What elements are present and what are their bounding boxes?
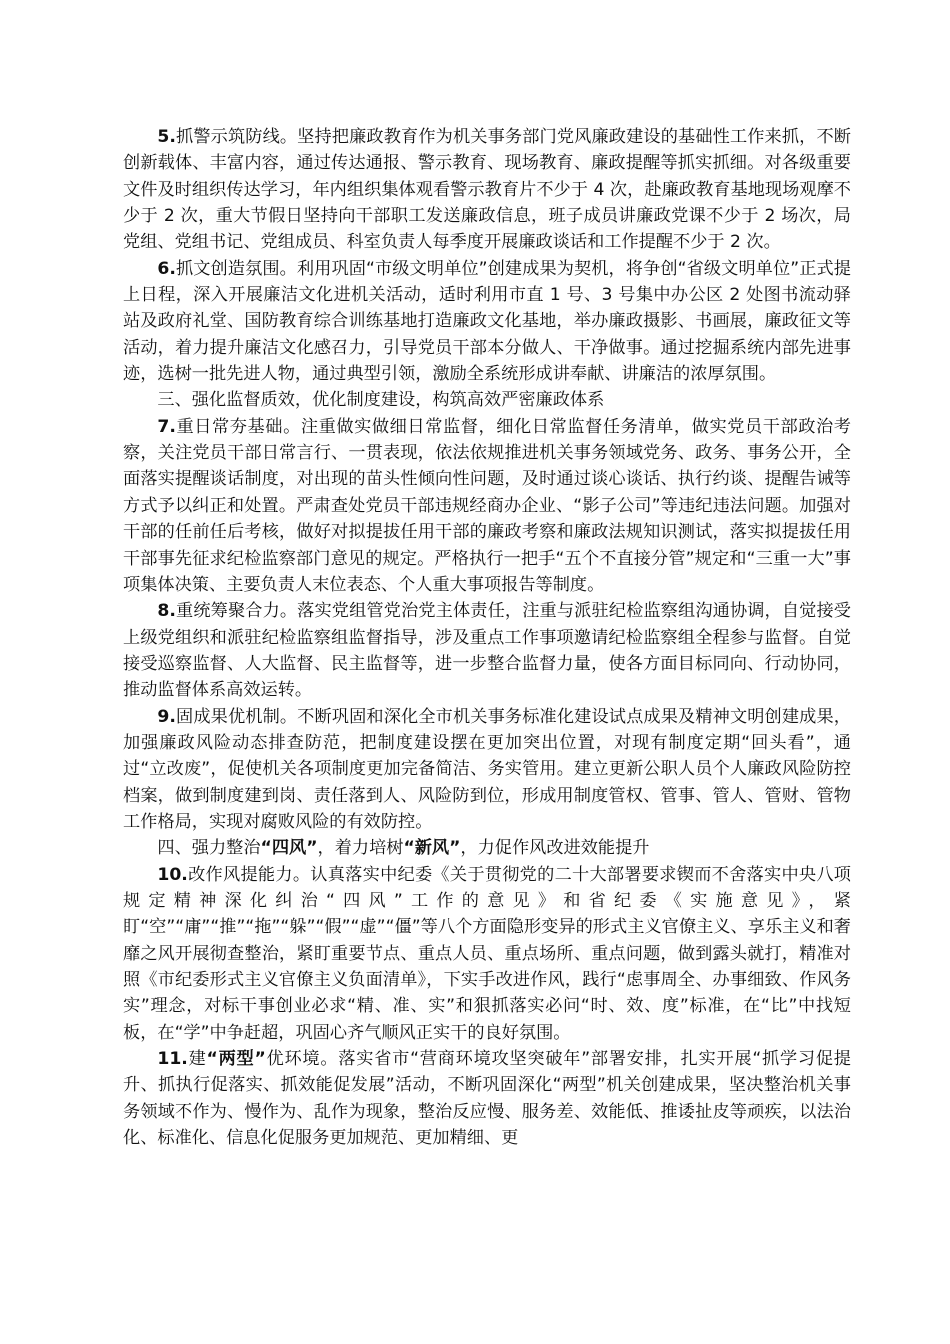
heading-text-part: 四、强力整治 <box>157 838 261 859</box>
paragraph-9 <box>123 704 851 836</box>
paragraph-text-emphasis: “两型” <box>206 1049 266 1070</box>
heading-text: 三、强化监督质效，优化制度建设，构筑高效严密廉政体系 <box>157 390 605 411</box>
item-number: 7. <box>157 416 176 437</box>
paragraph-text: 抓警示筑防线。坚持把廉政教育作为机关事务部门党风廉政建设的基础性工作来抓，不断创新载体、丰富内容，通过传达通报、警示教育、现场教育、廉政提醒等抓实抓细。对各级重要文件及时组织传达学习，年内组织集体观看警示教育片不少于 4 次，赴廉政教育基地现场观摩不少于 2 次，重大节假日坚持向干部职工发送廉政信息，班子成员讲廉政党课不少于 2 场次，局党组、党组书记、党组成员、科室负责人每季度开展廉政谈话和工作提醒不少于 2 次。 <box>123 127 851 253</box>
heading-text-emphasis: “新风” <box>403 838 461 859</box>
heading-text-part: ，着力培树 <box>317 838 404 859</box>
section-heading-4 <box>123 835 851 861</box>
paragraph-8 <box>123 598 851 703</box>
heading-text-part: ，力促作风改进效能提升 <box>460 838 650 859</box>
heading-text-emphasis: “四风” <box>260 838 318 859</box>
item-number: 8. <box>157 601 176 622</box>
paragraph-text: 固成果优机制。不断巩固和深化全市机关事务标准化建设试点成果及精神文明创建成果，加强廉政风险动态排查防范，把制度建设摆在更加突出位置，对现有制度定期“回头看”，通过“立改废”，促使机关各项制度更加完备简洁、务实管用。建立更新公职人员个人廉政风险防控档案，做到制度建到岗、责任落到人、风险防到位，形成用制度管权、管事、管人、管财、管物工作格局，实现对腐败风险的有效防控。 <box>123 706 851 832</box>
paragraph-10 <box>123 862 851 1046</box>
section-heading-3 <box>123 387 851 413</box>
paragraph-text: 抓文创造氛围。利用巩固“市级文明单位”创建成果为契机，将争创“省级文明单位”正式提上日程，深入开展廉洁文化进机关活动，适时利用市直 1 号、3 号集中办公区 2 处图书流动驿站及政府礼堂、国防教育综合训练基地打造廉政文化基地，举办廉政摄影、书画展，廉政征文等活动，着力提升廉洁文化感召力，引导党员干部本分做人、干净做事。通过挖掘系统内部先进事迹，选树一批先进人物，通过典型引领，激励全系统形成讲奉献、讲廉洁的浓厚氛围。 <box>123 258 851 385</box>
paragraph-text: 重统筹聚合力。落实党组管党治党主体责任，注重与派驻纪检监察组沟通协调，自觉接受上级党组织和派驻纪检监察组监督指导，涉及重点工作事项邀请纪检监察组全程参与监督。自觉接受巡察监督、人大监督、民主监督等，进一步整合监督力量，使各方面目标同向、行动协同，推动监督体系高效运转。 <box>123 601 851 701</box>
item-number: 5. <box>157 127 176 147</box>
item-number: 6. <box>157 258 176 279</box>
paragraph-7 <box>123 414 851 598</box>
item-number: 11. <box>157 1049 188 1070</box>
document-body <box>123 124 851 1151</box>
item-number: 9. <box>157 706 176 727</box>
paragraph-5 <box>123 124 851 256</box>
paragraph-text-part: 建 <box>187 1049 207 1070</box>
item-number: 10. <box>157 864 188 885</box>
paragraph-text: 重日常夯基础。注重做实做细日常监督，细化日常监督任务清单，做实党员干部政治考察，关注党员干部日常言行、一贯表现，依法依规推进机关事务领域党务、政务、事务公开，全面落实提醒谈话制度，对出现的苗头性倾向性问题，及时通过谈心谈话、执行约谈、提醒告诫等方式予以纠正和处置。严肃查处党员干部违规经商办企业、“影子公司”等违纪违法问题。加强对干部的任前任后考核，做好对拟提拔任用干部的廉政考察和廉政法规知识测试，落实拟提拔任用干部事先征求纪检监察部门意见的规定。严格执行一把手“五个不直接分管”规定和“三重一大”事项集体决策、主要负责人末位表态、个人重大事项报告等制度。 <box>123 416 851 595</box>
paragraph-text: 改作风提能力。认真落实中纪委《关于贯彻党的二十大部署要求锲而不舍落实中央八项规定精神深化纠治“四风”工作的意见》和省纪委《实施意见》，紧盯“空”“庸”“推”“拖”“躲”“假”“虚”“僵”等八个方面隐形变异的形式主义官僚主义、享乐主义和奢靡之风开展彻查整治，紧盯重要节点、重点人员、重点场所、重点问题，做到露头就打，精准对照《市纪委形式主义官僚主义负面清单》，下实手改进作风，践行“虑事周全、办事细致、作风务实”理念，对标干事创业必求“精、准、实”和狠抓落实必问“时、效、度”标准，在“比”中找短板，在“学”中争赶超，巩固心齐气顺风正实干的良好氛围。 <box>123 864 851 1043</box>
paragraph-11 <box>123 1046 851 1151</box>
paragraph-text-part: 优环境。落实省市“营商环境攻坚突破年”部署安排，扎实开展“抓学习促提升、抓执行促落实、抓效能促发展”活动，不断巩固深化“两型”机关创建成果，坚决整治机关事务领域不作为、慢作为、乱作为现象，整治反应慢、服务差、效能低、推诿扯皮等顽疾，以法治化、标准化、信息化促服务更加规范、更加精细、更 <box>123 1049 851 1149</box>
paragraph-6 <box>123 256 851 388</box>
